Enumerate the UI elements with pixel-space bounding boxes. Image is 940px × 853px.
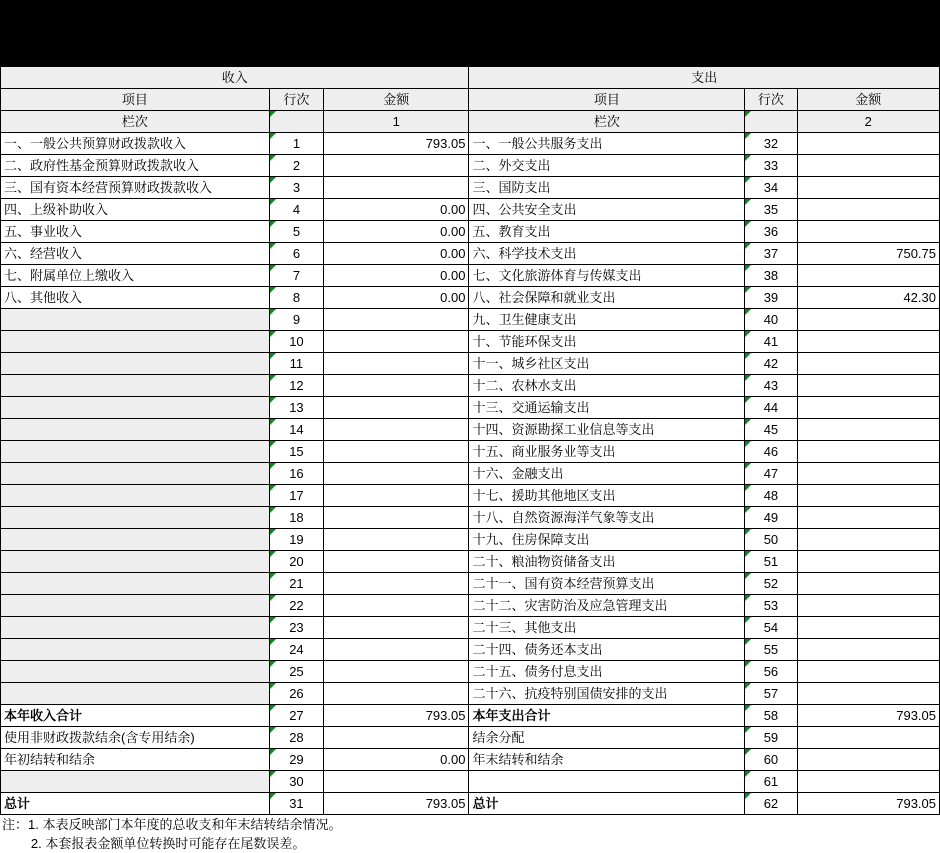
expense-line: 51 — [745, 551, 797, 573]
masked-cell — [1, 45, 270, 67]
table-row — [1, 551, 940, 573]
income-item — [1, 683, 270, 705]
table-row — [1, 485, 940, 507]
expense-summary-amount — [797, 771, 940, 793]
table-row — [1, 507, 940, 529]
expense-summary-amount: 793.05 — [797, 793, 940, 815]
table-row — [1, 243, 940, 265]
income-amount — [324, 661, 469, 683]
expense-line: 37 — [745, 243, 797, 265]
income-item — [1, 353, 270, 375]
expense-item: 十五、商业服务业等支出 — [469, 441, 745, 463]
income-summary-item: 使用非财政拨款结余(含专用结余) — [1, 727, 270, 749]
expense-summary-line: 60 — [745, 749, 797, 771]
table-row — [1, 595, 940, 617]
expense-amount — [797, 617, 940, 639]
expense-item: 十四、资源勘探工业信息等支出 — [469, 419, 745, 441]
income-amount: 0.00 — [324, 265, 469, 287]
income-amount — [324, 419, 469, 441]
table-row — [1, 309, 940, 331]
income-summary-item: 总计 — [1, 793, 270, 815]
expense-line: 50 — [745, 529, 797, 551]
masked-cell — [1, 23, 270, 45]
expense-item: 十二、农林水支出 — [469, 375, 745, 397]
income-item — [1, 661, 270, 683]
table-row — [1, 683, 940, 705]
note-line-1: 注：1. 本表反映部门本年度的总收支和年末结转结余情况。 — [2, 817, 342, 832]
expense-line: 54 — [745, 617, 797, 639]
income-item — [1, 375, 270, 397]
expense-line: 49 — [745, 507, 797, 529]
income-item — [1, 551, 270, 573]
income-item: 六、经营收入 — [1, 243, 270, 265]
expense-line: 43 — [745, 375, 797, 397]
expense-amount — [797, 639, 940, 661]
table-row — [1, 617, 940, 639]
expense-amount — [797, 375, 940, 397]
income-item: 四、上级补助收入 — [1, 199, 270, 221]
expense-amount — [797, 573, 940, 595]
masked-cell — [745, 45, 797, 67]
table-row — [1, 133, 940, 155]
table-row-summary — [1, 771, 940, 793]
expense-amount — [797, 463, 940, 485]
table-row-summary — [1, 705, 940, 727]
income-amount — [324, 441, 469, 463]
table-row — [1, 177, 940, 199]
column-header-row — [1, 89, 940, 111]
masked-cell — [469, 23, 745, 45]
income-item: 八、其他收入 — [1, 287, 270, 309]
income-line: 12 — [269, 375, 323, 397]
table-row — [1, 639, 940, 661]
table-row — [1, 661, 940, 683]
expense-amount — [797, 529, 940, 551]
income-summary-amount — [324, 771, 469, 793]
income-line: 19 — [269, 529, 323, 551]
expense-amount — [797, 199, 940, 221]
expense-summary-item: 总计 — [469, 793, 745, 815]
table-row — [1, 287, 940, 309]
masked-cell — [745, 1, 797, 23]
expense-line: 47 — [745, 463, 797, 485]
income-line: 9 — [269, 309, 323, 331]
expense-item: 二十二、灾害防治及应急管理支出 — [469, 595, 745, 617]
income-line: 24 — [269, 639, 323, 661]
expense-item: 三、国防支出 — [469, 177, 745, 199]
income-amount: 793.05 — [324, 133, 469, 155]
expense-line: 35 — [745, 199, 797, 221]
income-amount — [324, 507, 469, 529]
table-row-summary — [1, 793, 940, 815]
income-item — [1, 507, 270, 529]
income-line: 18 — [269, 507, 323, 529]
income-line: 8 — [269, 287, 323, 309]
expense-item: 十六、金融支出 — [469, 463, 745, 485]
expense-amount — [797, 309, 940, 331]
expense-summary-amount: 793.05 — [797, 705, 940, 727]
income-summary-line: 28 — [269, 727, 323, 749]
expense-amount — [797, 397, 940, 419]
income-line: 25 — [269, 661, 323, 683]
income-col-amount: 金额 — [324, 89, 469, 111]
income-amount: 0.00 — [324, 221, 469, 243]
expense-amount — [797, 265, 940, 287]
expense-amount — [797, 353, 940, 375]
masked-cell — [745, 23, 797, 45]
expense-item: 七、文化旅游体育与传媒支出 — [469, 265, 745, 287]
income-line: 11 — [269, 353, 323, 375]
income-amount — [324, 573, 469, 595]
expense-summary-line: 59 — [745, 727, 797, 749]
income-amount — [324, 639, 469, 661]
masked-cell — [469, 1, 745, 23]
expense-summary-item: 年末结转和结余 — [469, 749, 745, 771]
expense-amount — [797, 155, 940, 177]
income-summary-item: 年初结转和结余 — [1, 749, 270, 771]
expense-summary-amount — [797, 749, 940, 771]
income-item: 一、一般公共预算财政拨款收入 — [1, 133, 270, 155]
income-col-line: 行次 — [269, 89, 323, 111]
income-amount — [324, 551, 469, 573]
expense-sub-label: 栏次 — [469, 111, 745, 133]
table-row — [1, 353, 940, 375]
expense-line: 53 — [745, 595, 797, 617]
expense-summary-item: 本年支出合计 — [469, 705, 745, 727]
income-summary-amount: 0.00 — [324, 749, 469, 771]
column-number-row — [1, 111, 940, 133]
income-summary-line: 29 — [269, 749, 323, 771]
expense-line: 33 — [745, 155, 797, 177]
expense-item: 四、公共安全支出 — [469, 199, 745, 221]
income-item — [1, 309, 270, 331]
expense-section-header: 支出 — [469, 67, 940, 89]
income-item: 二、政府性基金预算财政拨款收入 — [1, 155, 270, 177]
expense-line: 48 — [745, 485, 797, 507]
expense-line: 41 — [745, 331, 797, 353]
expense-amount — [797, 331, 940, 353]
expense-amount — [797, 221, 940, 243]
expense-line: 38 — [745, 265, 797, 287]
masked-cell — [1, 1, 270, 23]
expense-line: 44 — [745, 397, 797, 419]
masked-cell — [324, 23, 469, 45]
expense-col-item: 项目 — [469, 89, 745, 111]
income-line: 13 — [269, 397, 323, 419]
income-item — [1, 419, 270, 441]
table-row-summary — [1, 727, 940, 749]
income-summary-amount — [324, 727, 469, 749]
masked-cell — [269, 23, 323, 45]
masked-cell — [797, 23, 940, 45]
table-body — [1, 1, 940, 133]
expense-summary-line: 61 — [745, 771, 797, 793]
income-amount — [324, 331, 469, 353]
income-amount — [324, 485, 469, 507]
table-row — [1, 529, 940, 551]
expense-line: 52 — [745, 573, 797, 595]
masked-cell — [269, 1, 323, 23]
expense-line: 40 — [745, 309, 797, 331]
income-line: 10 — [269, 331, 323, 353]
table-row — [1, 199, 940, 221]
expense-amount — [797, 595, 940, 617]
expense-item: 二十四、债务还本支出 — [469, 639, 745, 661]
expense-amount — [797, 661, 940, 683]
note-line-2: 2. 本套报表金额单位转换时可能存在尾数误差。 — [2, 836, 306, 851]
expense-summary-line: 62 — [745, 793, 797, 815]
income-line: 21 — [269, 573, 323, 595]
expense-item: 一、一般公共服务支出 — [469, 133, 745, 155]
table-row — [1, 155, 940, 177]
expense-item: 二、外交支出 — [469, 155, 745, 177]
income-summary-amount: 793.05 — [324, 705, 469, 727]
table-row — [1, 419, 940, 441]
expense-summary-item: 结余分配 — [469, 727, 745, 749]
income-line: 6 — [269, 243, 323, 265]
expense-col-amount: 金额 — [797, 89, 940, 111]
expense-line: 46 — [745, 441, 797, 463]
income-section-header: 收入 — [1, 67, 469, 89]
expense-item: 二十三、其他支出 — [469, 617, 745, 639]
expense-item: 十、节能环保支出 — [469, 331, 745, 353]
income-amount — [324, 617, 469, 639]
income-summary-line: 31 — [269, 793, 323, 815]
expense-item: 九、卫生健康支出 — [469, 309, 745, 331]
expense-line: 42 — [745, 353, 797, 375]
income-amount — [324, 463, 469, 485]
expense-line: 56 — [745, 661, 797, 683]
expense-amount — [797, 419, 940, 441]
income-amount: 0.00 — [324, 243, 469, 265]
income-item — [1, 463, 270, 485]
income-item — [1, 331, 270, 353]
table-row — [1, 397, 940, 419]
income-amount — [324, 397, 469, 419]
expense-amount — [797, 551, 940, 573]
income-sub-blank — [269, 111, 323, 133]
data-rows-container — [1, 133, 940, 815]
income-amount — [324, 595, 469, 617]
masked-row — [1, 23, 940, 45]
income-amount: 0.00 — [324, 287, 469, 309]
income-summary-amount: 793.05 — [324, 793, 469, 815]
expense-amount — [797, 507, 940, 529]
expense-line: 36 — [745, 221, 797, 243]
income-item — [1, 485, 270, 507]
income-item — [1, 595, 270, 617]
income-amount — [324, 353, 469, 375]
income-line: 4 — [269, 199, 323, 221]
table-row — [1, 375, 940, 397]
income-item: 三、国有资本经营预算财政拨款收入 — [1, 177, 270, 199]
income-summary-item: 本年收入合计 — [1, 705, 270, 727]
income-item: 七、附属单位上缴收入 — [1, 265, 270, 287]
income-summary-line: 27 — [269, 705, 323, 727]
expense-item: 十九、住房保障支出 — [469, 529, 745, 551]
masked-row — [1, 45, 940, 67]
income-line: 14 — [269, 419, 323, 441]
income-col-item: 项目 — [1, 89, 270, 111]
expense-amount — [797, 683, 940, 705]
income-line: 7 — [269, 265, 323, 287]
income-summary-line: 30 — [269, 771, 323, 793]
masked-cell — [324, 1, 469, 23]
expense-item: 十八、自然资源海洋气象等支出 — [469, 507, 745, 529]
income-line: 1 — [269, 133, 323, 155]
income-amount — [324, 375, 469, 397]
masked-cell — [324, 45, 469, 67]
expense-line: 32 — [745, 133, 797, 155]
income-summary-item — [1, 771, 270, 793]
expense-item: 二十、粮油物资储备支出 — [469, 551, 745, 573]
expense-line: 57 — [745, 683, 797, 705]
expense-line: 55 — [745, 639, 797, 661]
income-amount — [324, 155, 469, 177]
expense-item: 十七、援助其他地区支出 — [469, 485, 745, 507]
income-amount — [324, 309, 469, 331]
masked-cell — [269, 45, 323, 67]
expense-col-line: 行次 — [745, 89, 797, 111]
income-item — [1, 639, 270, 661]
masked-cell — [469, 45, 745, 67]
income-col-number: 1 — [324, 111, 469, 133]
income-sub-label: 栏次 — [1, 111, 270, 133]
income-line: 22 — [269, 595, 323, 617]
expense-col-number: 2 — [797, 111, 940, 133]
expense-item: 六、科学技术支出 — [469, 243, 745, 265]
income-line: 26 — [269, 683, 323, 705]
table-row-summary — [1, 749, 940, 771]
expense-amount: 750.75 — [797, 243, 940, 265]
expense-line: 45 — [745, 419, 797, 441]
expense-item: 十一、城乡社区支出 — [469, 353, 745, 375]
expense-line: 39 — [745, 287, 797, 309]
expense-summary-item — [469, 771, 745, 793]
expense-item: 五、教育支出 — [469, 221, 745, 243]
income-item — [1, 573, 270, 595]
income-item — [1, 397, 270, 419]
section-header-row — [1, 67, 940, 89]
income-amount — [324, 529, 469, 551]
income-item — [1, 617, 270, 639]
table-row — [1, 265, 940, 287]
table-row — [1, 463, 940, 485]
expense-item: 二十六、抗疫特别国债安排的支出 — [469, 683, 745, 705]
expense-item: 八、社会保障和就业支出 — [469, 287, 745, 309]
income-item: 五、事业收入 — [1, 221, 270, 243]
income-item — [1, 441, 270, 463]
income-line: 3 — [269, 177, 323, 199]
expense-summary-line: 58 — [745, 705, 797, 727]
table-row — [1, 441, 940, 463]
table-row — [1, 573, 940, 595]
table-row — [1, 221, 940, 243]
income-amount — [324, 177, 469, 199]
expense-amount: 42.30 — [797, 287, 940, 309]
masked-cell — [797, 1, 940, 23]
income-line: 2 — [269, 155, 323, 177]
income-line: 5 — [269, 221, 323, 243]
expense-sub-blank — [745, 111, 797, 133]
expense-item: 十三、交通运输支出 — [469, 397, 745, 419]
income-line: 16 — [269, 463, 323, 485]
expense-amount — [797, 485, 940, 507]
income-line: 17 — [269, 485, 323, 507]
expense-summary-amount — [797, 727, 940, 749]
expense-line: 34 — [745, 177, 797, 199]
notes-block — [0, 815, 940, 853]
expense-amount — [797, 441, 940, 463]
masked-cell — [797, 45, 940, 67]
income-amount — [324, 683, 469, 705]
masked-row — [1, 1, 940, 23]
income-line: 20 — [269, 551, 323, 573]
income-line: 15 — [269, 441, 323, 463]
expense-item: 二十五、债务付息支出 — [469, 661, 745, 683]
income-item — [1, 529, 270, 551]
expense-amount — [797, 133, 940, 155]
income-amount: 0.00 — [324, 199, 469, 221]
expense-item: 二十一、国有资本经营预算支出 — [469, 573, 745, 595]
table-row — [1, 331, 940, 353]
expense-amount — [797, 177, 940, 199]
income-line: 23 — [269, 617, 323, 639]
